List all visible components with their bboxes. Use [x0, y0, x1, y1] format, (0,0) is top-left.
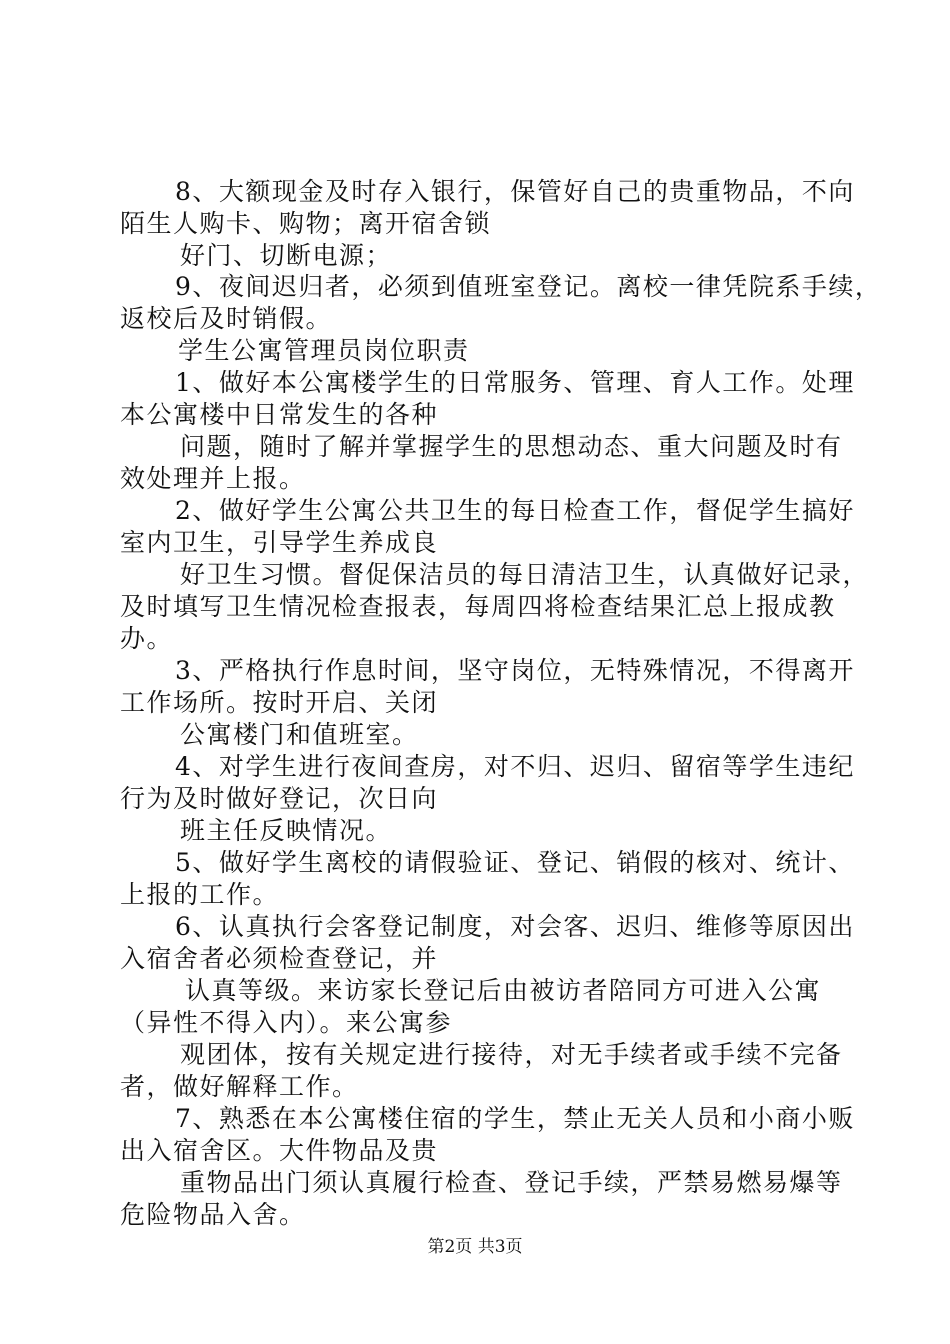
text-line: 工作场所。按时开启、关闭: [120, 688, 439, 717]
text-line: 公寓楼门和值班室。: [180, 720, 419, 749]
text-line: 8、大额现金及时存入银行，保管好自己的贵重物品，不向: [175, 177, 855, 206]
text-line: 问题，随时了解并掌握学生的思想动态、重大问题及时有: [180, 432, 843, 461]
text-line: 危险物品入舍。: [120, 1200, 306, 1229]
text-line: 行为及时做好登记，次日向: [120, 784, 439, 813]
text-line: 陌生人购卡、购物；离开宿舍锁: [120, 209, 492, 238]
text-line: 重物品出门须认真履行检查、登记手续，严禁易燃易爆等: [180, 1168, 843, 1197]
text-line: 7、熟悉在本公寓楼住宿的学生，禁止无关人员和小商小贩: [175, 1104, 855, 1133]
text-line: 9、夜间迟归者，必须到值班室登记。离校一律凭院系手续，: [175, 272, 882, 301]
text-line: 5、做好学生离校的请假验证、登记、销假的核对、统计、: [175, 848, 855, 877]
text-line: 本公寓楼中日常发生的各种: [120, 400, 439, 429]
text-line: 室内卫生，引导学生养成良: [120, 528, 439, 557]
text-line: 1、做好本公寓楼学生的日常服务、管理、育人工作。处理: [175, 368, 855, 397]
text-line: 好门、切断电源；: [180, 241, 393, 270]
text-line: 及时填写卫生情况检查报表，每周四将检查结果汇总上报成教: [120, 592, 836, 621]
text-line: 班主任反映情况。: [180, 816, 393, 845]
text-line: （异性不得入内）。来公寓参: [120, 1008, 453, 1037]
text-line: 效处理并上报。: [120, 464, 306, 493]
page-number-footer: 第2页 共3页: [427, 1237, 523, 1257]
text-line: 返校后及时销假。: [120, 304, 333, 333]
text-line: 观团体，按有关规定进行接待，对无手续者或手续不完备: [180, 1040, 843, 1069]
text-line: 6、认真执行会客登记制度，对会客、迟归、维修等原因出: [175, 912, 855, 941]
text-line: 上报的工作。: [120, 880, 280, 909]
text-line: 2、做好学生公寓公共卫生的每日检查工作，督促学生搞好: [175, 496, 855, 525]
text-line: 者，做好解释工作。: [120, 1072, 359, 1101]
text-line: 4、对学生进行夜间查房，对不归、迟归、留宿等学生违纪: [175, 752, 855, 781]
text-line: 入宿舍者必须检查登记，并: [120, 944, 439, 973]
section-heading: 学生公寓管理员岗位职责: [178, 336, 470, 365]
text-line: 出入宿舍区。大件物品及贵: [120, 1136, 439, 1165]
text-line: 好卫生习惯。督促保洁员的每日清洁卫生，认真做好记录，: [180, 560, 870, 589]
text-line: 认真等级。来访家长登记后由被访者陪同方可进入公寓: [185, 976, 822, 1005]
text-line: 3、严格执行作息时间，坚守岗位，无特殊情况，不得离开: [175, 656, 855, 685]
text-line: 办。: [120, 624, 174, 653]
